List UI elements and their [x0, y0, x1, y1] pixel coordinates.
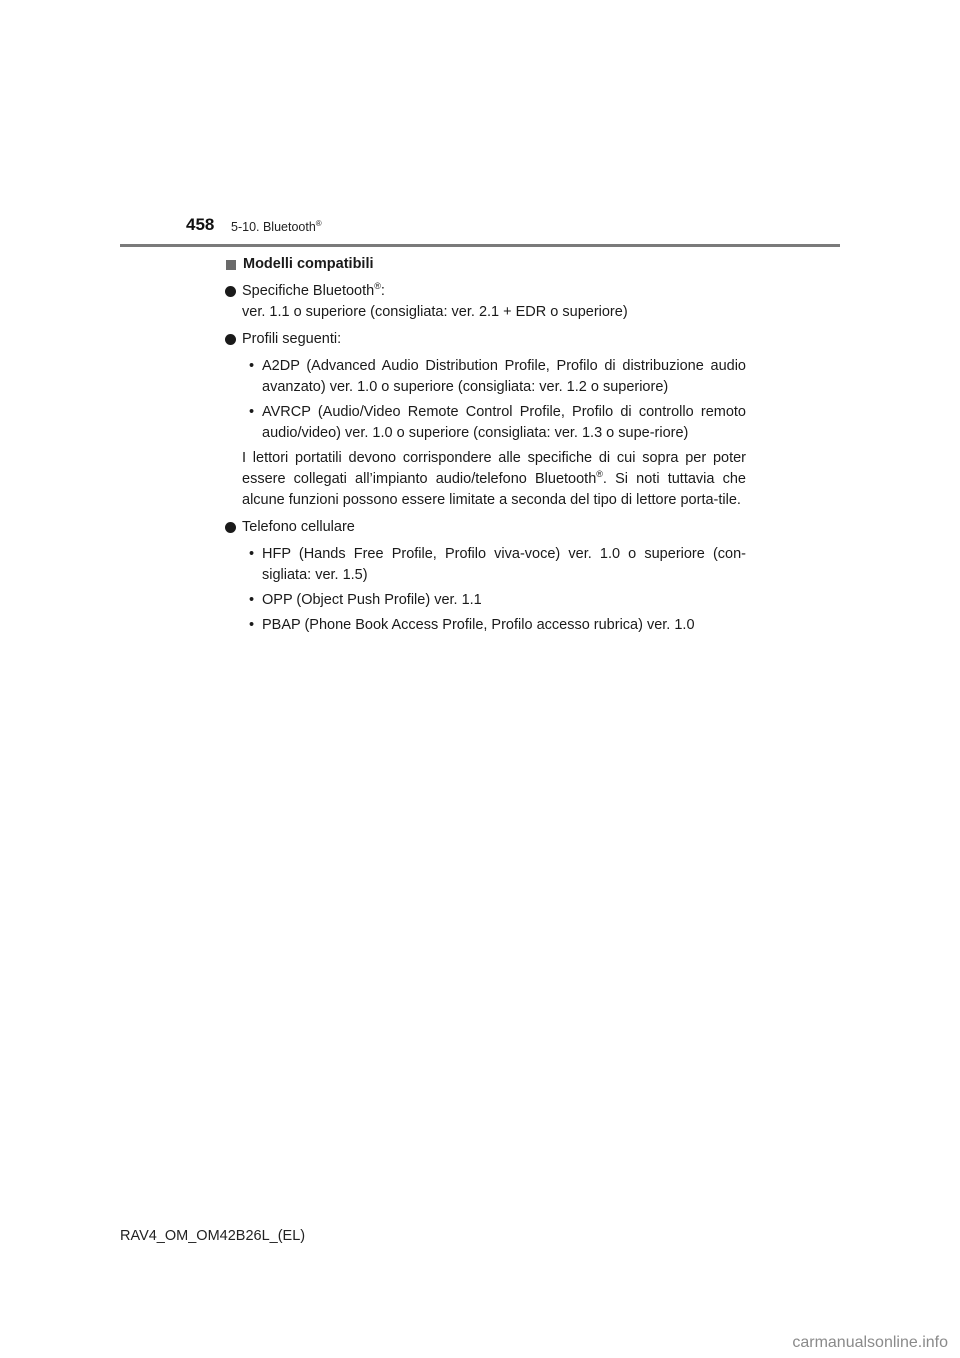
section-reference — [231, 220, 322, 234]
list-item-text: AVRCP (Audio/Video Remote Control Profile, Profilo di controllo remoto audio/video) ver. 1.0 o superiore (consigliata: ver. 1.3 o supe-riore) — [262, 404, 746, 441]
spec-label — [242, 281, 746, 302]
profiles-bullet — [224, 329, 746, 350]
registered-mark: ® — [315, 218, 322, 228]
compatibility-note — [224, 448, 746, 511]
list-item — [224, 402, 746, 444]
small-bullet-icon: • — [249, 546, 255, 562]
watermark: carmanualsonline.info — [792, 1334, 948, 1351]
section-title: 5-10. Bluetooth — [231, 220, 316, 234]
list-item — [224, 590, 746, 611]
registered-mark: ® — [374, 281, 381, 292]
list-item-text: PBAP (Phone Book Access Profile, Profilo accesso rubrica) ver. 1.0 — [262, 617, 695, 633]
list-item-text: HFP (Hands Free Profile, Profilo viva-voce) ver. 1.0 o superiore (con-sigliata: ver. 1.5) — [262, 546, 746, 583]
note-text-start: I lettori portatili devono corrispondere alle specifiche di cui sopra per poter essere collegati all’impianto audio/telefono Bluetooth — [242, 450, 746, 487]
phone-profiles-list — [224, 544, 746, 636]
spec-label-text: Specifiche Bluetooth — [242, 283, 375, 299]
list-item — [224, 615, 746, 636]
phone-label: Telefono cellulare — [242, 519, 355, 535]
spec-detail: ver. 1.1 o superiore (consigliata: ver. 2.1 + EDR o superiore) — [242, 304, 628, 320]
heading-text: Modelli compatibili — [243, 256, 374, 272]
list-item — [224, 544, 746, 586]
round-bullet-icon — [225, 286, 236, 297]
registered-mark: ® — [596, 469, 603, 480]
small-bullet-icon: • — [249, 404, 255, 420]
round-bullet-icon — [225, 334, 236, 345]
square-bullet-icon — [226, 260, 236, 270]
round-bullet-icon — [225, 522, 236, 533]
profiles-label: Profili seguenti: — [242, 331, 342, 347]
small-bullet-icon: • — [249, 592, 255, 608]
profiles-list — [224, 356, 746, 444]
section-heading — [224, 254, 746, 275]
document-code: RAV4_OM_OM42B26L_(EL) — [120, 1228, 306, 1244]
header-divider — [120, 244, 840, 247]
page-number: 458 — [186, 215, 215, 234]
phone-bullet — [224, 517, 746, 538]
list-item-text: A2DP (Advanced Audio Distribution Profile, Profilo di distribuzione audio avanzato) ver. 1.0 o superiore (consigliata: ver. 1.2 o superiore) — [262, 358, 746, 395]
spec-bullet — [224, 281, 746, 323]
spec-label-colon: : — [380, 283, 385, 299]
page-content — [224, 254, 746, 640]
small-bullet-icon: • — [249, 358, 255, 374]
list-item — [224, 356, 746, 398]
list-item-text: OPP (Object Push Profile) ver. 1.1 — [262, 592, 482, 608]
small-bullet-icon: • — [249, 617, 255, 633]
note-text-end: . Si noti tuttavia che alcune funzioni possono essere limitate a seconda del tipo di lettore porta-tile. — [242, 471, 746, 508]
